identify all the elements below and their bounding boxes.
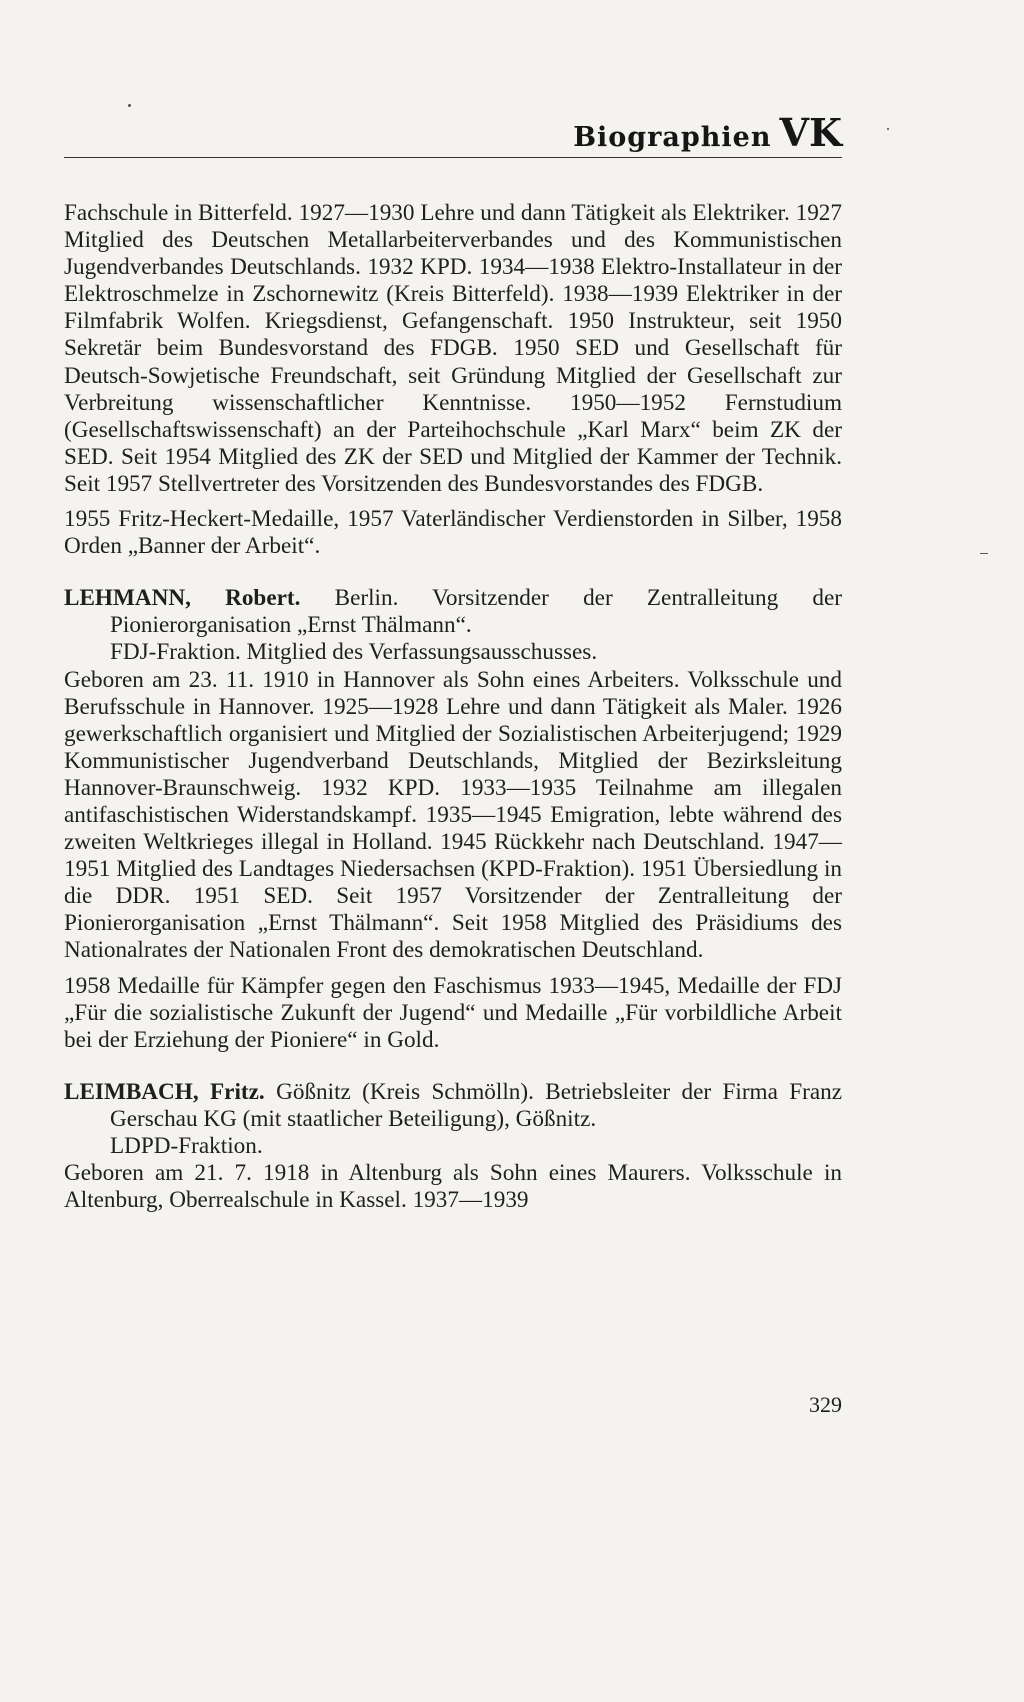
page-number: 329 <box>809 1392 842 1417</box>
running-head <box>64 110 842 160</box>
print-speck <box>128 104 131 107</box>
book-page <box>64 0 842 1702</box>
print-speck <box>887 128 889 130</box>
entry-heading-leimbach <box>64 1079 842 1133</box>
print-speck <box>980 553 988 554</box>
entry-firstname: Robert. <box>225 585 301 612</box>
entry-faction: FDJ-Fraktion. Mitglied des Verfassungsausschusses. <box>110 639 598 666</box>
entry-lead: Gößnitz (Kreis Schmölln). Betriebsleiter der Firma Franz Gerschau KG (mit staatlicher Beteiligung), Gößnitz. <box>110 1078 843 1132</box>
body-text <box>64 200 842 1214</box>
entry-surname: LEHMANN, <box>64 585 191 612</box>
entry-biography: Geboren am 23. 11. 1910 in Hannover als Sohn eines Arbeiters. Volksschule und Berufsschule in Hannover. 1925—1928 Lehre und dann Tätigkeit als Maler. 1926 gewerkschaftlich organisiert und Mitglied der Sozialistischen Arbeiterjugend; 1929 Kommunistischer Jugendverband Deutschlands, Mitglied der Bezirksleitung Hannover-Braunschweig. 1932 KPD. 1933—1935 Teilnahme am illegalen antifaschistischen Widerstandskampf. 1935—1945 Emigration, lebte während des zweiten Weltkrieges illegal in Holland. 1945 Rückkehr nach Deutschland. 1947—1951 Mitglied des Landtages Niedersachsen (KPD-Fraktion). 1951 Übersiedlung in die DDR. 1951 SED. Seit 1957 Vorsitzender der Zentralleitung der Pionierorganisation „Ernst Thälmann“. Seit 1958 Mitglied des Präsidiums des Nationalrates der Nationalen Front des demokratischen Deutschland. <box>64 666 842 964</box>
continued-paragraph: Fachschule in Bitterfeld. 1927—1930 Lehre und dann Tätigkeit als Elektriker. 1927 Mitglied des Deutschen Metallarbeiterverbandes und des Kommunistischen Jugendverbandes Deutschlands. 1932 KPD. 1934—1938 Elektro-Installateur in der Elektroschmelze in Zschornewitz (Kreis Bitterfeld). 1938—1939 Elektriker in der Filmfabrik Wolfen. Kriegsdienst, Gefangenschaft. 1950 Instrukteur, seit 1950 Sekretär beim Bundesvorstand des FDGB. 1950 SED und Gesellschaft für Deutsch-Sowjetische Freundschaft, seit Gründung Mitglied der Gesellschaft zur Verbreitung wissenschaftlicher Kenntnisse. 1950—1952 Fernstudium (Gesellschaftswissenschaft) an der Parteihochschule „Karl Marx“ beim ZK der SED. Seit 1954 Mitglied des ZK der SED und Mitglied der Kammer der Technik. Seit 1957 Stellvertreter des Vorsitzenden des Bundesvorstandes des FDGB. <box>64 200 842 497</box>
entry-awards: 1958 Medaille für Kämpfer gegen den Faschismus 1933—1945, Medaille der FDJ „Für die sozialistische Zukunft der Jugend“ und Medaille „Für vorbildliche Arbeit bei der Erziehung der Pioniere“ in Gold. <box>64 972 842 1053</box>
entry-faction: LDPD-Fraktion. <box>110 1133 263 1159</box>
awards-paragraph: 1955 Fritz-Heckert-Medaille, 1957 Vaterländischer Verdienstorden in Silber, 1958 Orden „Banner der Arbeit“. <box>64 506 842 560</box>
running-head-title <box>573 110 842 155</box>
section-marker: VK <box>779 110 842 155</box>
header-rule <box>64 157 842 158</box>
entry-heading-lehmann <box>64 585 842 639</box>
entry-surname: LEIMBACH, <box>64 1078 199 1105</box>
entry-firstname: Fritz. <box>210 1078 265 1105</box>
entry-lead: Berlin. Vorsitzender der Zentralleitung der Pionierorganisation „Ernst Thälmann“. <box>110 585 842 639</box>
section-title: Biographien <box>573 122 772 153</box>
entry-biography: Geboren am 21. 7. 1918 in Altenburg als Sohn eines Maurers. Volksschule in Altenburg, Oberrealschule in Kassel. 1937—1939 <box>64 1160 842 1214</box>
